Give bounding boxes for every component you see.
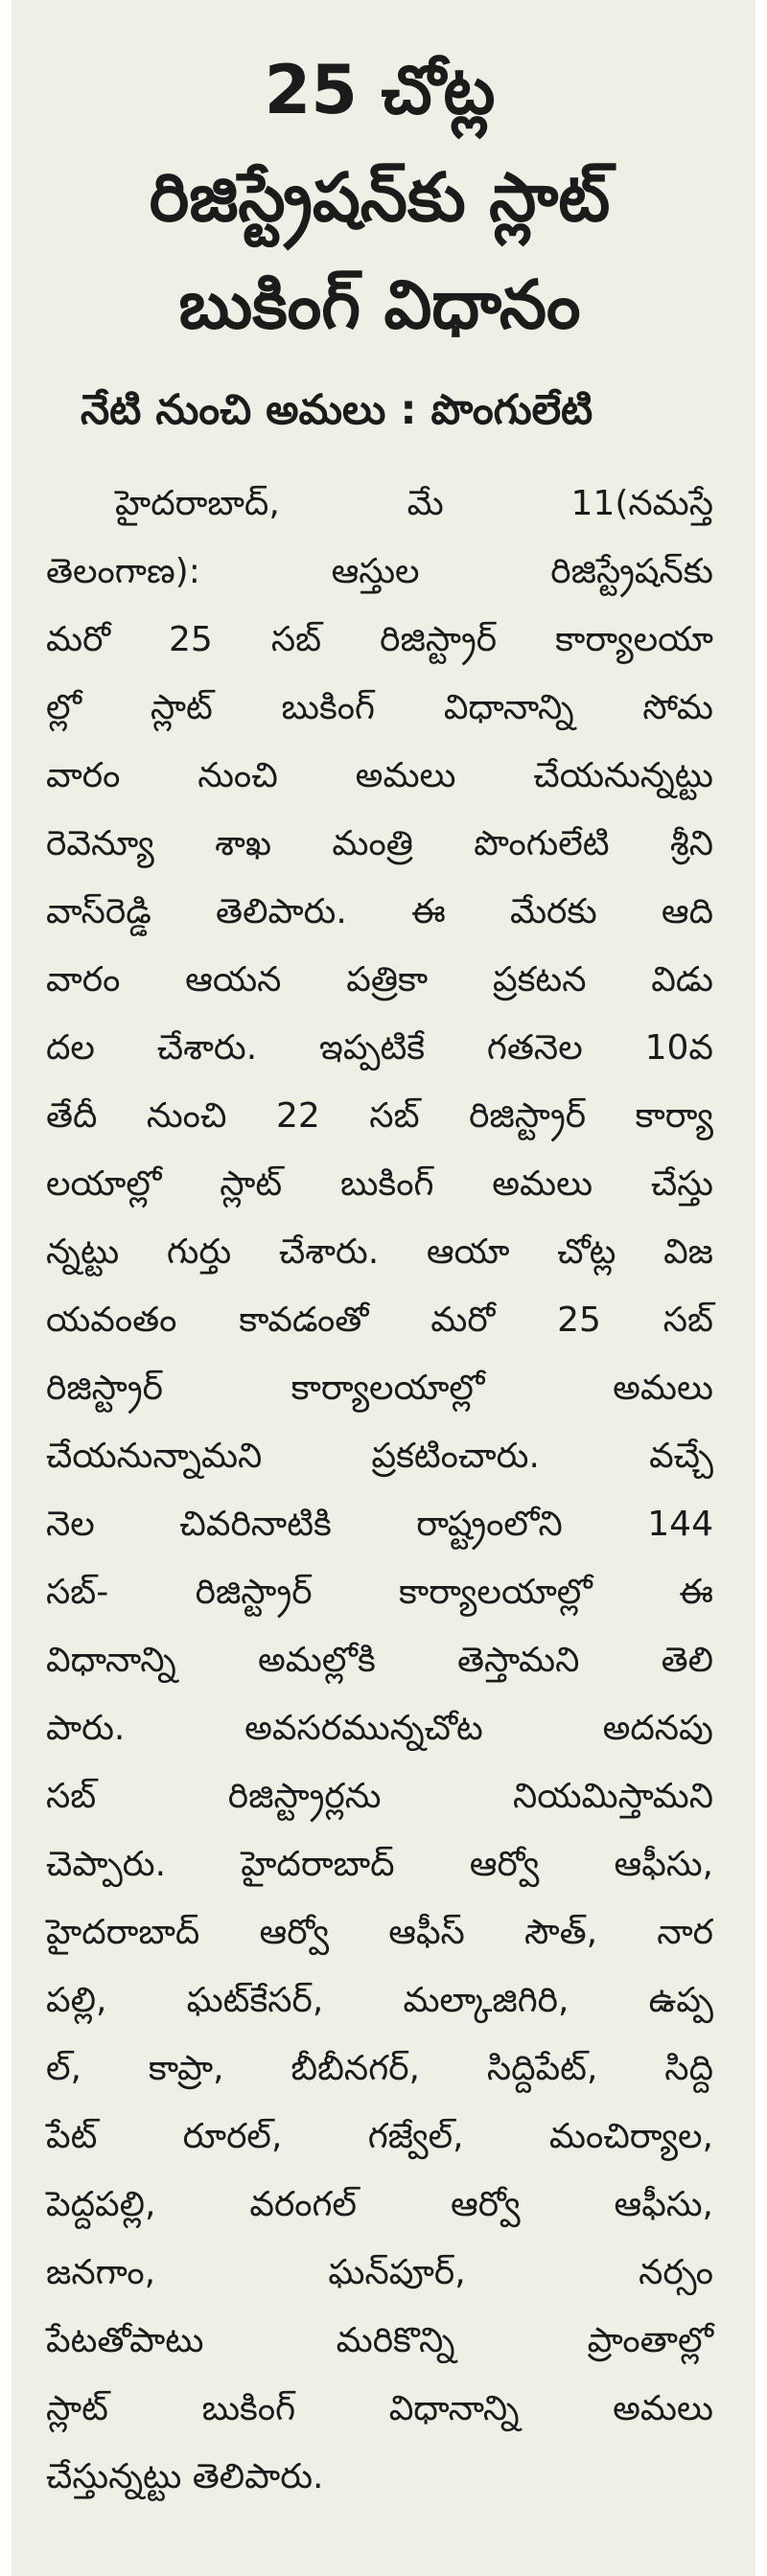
body-line: యవంతం కావడంతో మరో 25 సబ్‌	[46, 1300, 713, 1340]
subheadline: నేటి నుంచి అమలు : పొంగులేటి	[81, 386, 593, 434]
body-line: వారం నుంచి అమలు చేయనున్నట్టు	[46, 756, 713, 795]
body-line: హైదరాబాద్‌, మే 11(నమస్తే	[115, 484, 713, 523]
body-line: పెద్దపల్లి, వరంగల్‌ ఆర్వో ఆఫీసు,	[46, 2185, 713, 2224]
body-line: నెల చివరినాటికి రాష్ట్రంలోని 144	[46, 1505, 713, 1544]
headline	[46, 36, 713, 358]
body-line: సబ్‌ రిజిస్ట్రార్లను నియమిస్తామని	[46, 1777, 713, 1816]
body-line: పారు. అవసరమున్నచోట అదనపు	[46, 1709, 713, 1748]
body-line: చేస్తున్నట్టు తెలిపారు.	[46, 2457, 324, 2496]
article-body	[46, 470, 713, 2511]
body-line: జనగాం, ఘన్‌పూర్‌, నర్సం	[46, 2253, 713, 2292]
body-line: దల చేశారు. ఇప్పటికే గతనెల 10వ	[46, 1028, 713, 1068]
body-line: చేయనున్నామని ప్రకటించారు. వచ్చే	[46, 1437, 713, 1476]
body-line: హైదరాబాద్‌ ఆర్వో ఆఫీస్‌ సౌత్‌, నార	[46, 1913, 713, 1952]
body-line: రెవెన్యూ శాఖ మంత్రి పొంగులేటి శ్రీని	[46, 824, 713, 863]
headline-line: 25 చోట్ల	[264, 51, 496, 129]
news-clipping	[12, 0, 755, 2576]
body-line: మరో 25 సబ్‌ రిజిస్ట్రార్‌ కార్యాలయా	[46, 620, 713, 659]
headline-line: బుకింగ్‌ విధానం	[178, 265, 581, 344]
body-line: పేటతోపాటు మరికొన్ని ప్రాంతాల్లో	[46, 2321, 713, 2360]
body-line: విధానాన్ని అమల్లోకి తెస్తామని తెలి	[46, 1641, 713, 1680]
body-line: సబ్‌- రిజిస్ట్రార్‌ కార్యాలయాల్లో ఈ	[46, 1573, 713, 1612]
body-line: తేదీ నుంచి 22 సబ్‌ రిజిస్ట్రార్‌ కార్యా	[46, 1096, 713, 1136]
body-line: ల్‌, కాప్రా, బీబీనగర్‌, సిద్దిపేట్‌, సిద్ది	[46, 2049, 713, 2088]
body-line: లయాల్లో స్లాట్‌ బుకింగ్‌ అమలు చేస్తు	[46, 1164, 713, 1204]
body-line: వారం ఆయన పత్రికా ప్రకటన విడు	[46, 960, 713, 1000]
body-line: చెప్పారు. హైదరాబాద్‌ ఆర్వో ఆఫీసు,	[46, 1845, 713, 1884]
body-line: స్లాట్‌ బుకింగ్‌ విధానాన్ని అమలు	[46, 2389, 713, 2428]
body-line: ల్లో స్లాట్‌ బుకింగ్‌ విధానాన్ని సోమ	[46, 688, 713, 727]
body-line: పల్లి, ఘట్‌కేసర్‌, మల్కాజిగిరి, ఉప్ప	[46, 1981, 713, 2020]
body-line: రిజిస్ట్రార్‌ కార్యాలయాల్లో అమలు	[46, 1368, 713, 1408]
headline-line: రిజిస్ట్రేషన్‌కు స్లాట్‌	[149, 158, 611, 237]
body-line: పేట్‌ రూరల్‌, గజ్వేల్‌, మంచిర్యాల,	[46, 2117, 713, 2156]
body-line: వాస్‌రెడ్డి తెలిపారు. ఈ మేరకు ఆది	[46, 892, 713, 932]
body-line: తెలంగాణ): ఆస్తుల రిజిస్ట్రేషన్‌కు	[46, 552, 713, 591]
body-line: న్నట్టు గుర్తు చేశారు. ఆయా చోట్ల విజ	[46, 1232, 713, 1272]
